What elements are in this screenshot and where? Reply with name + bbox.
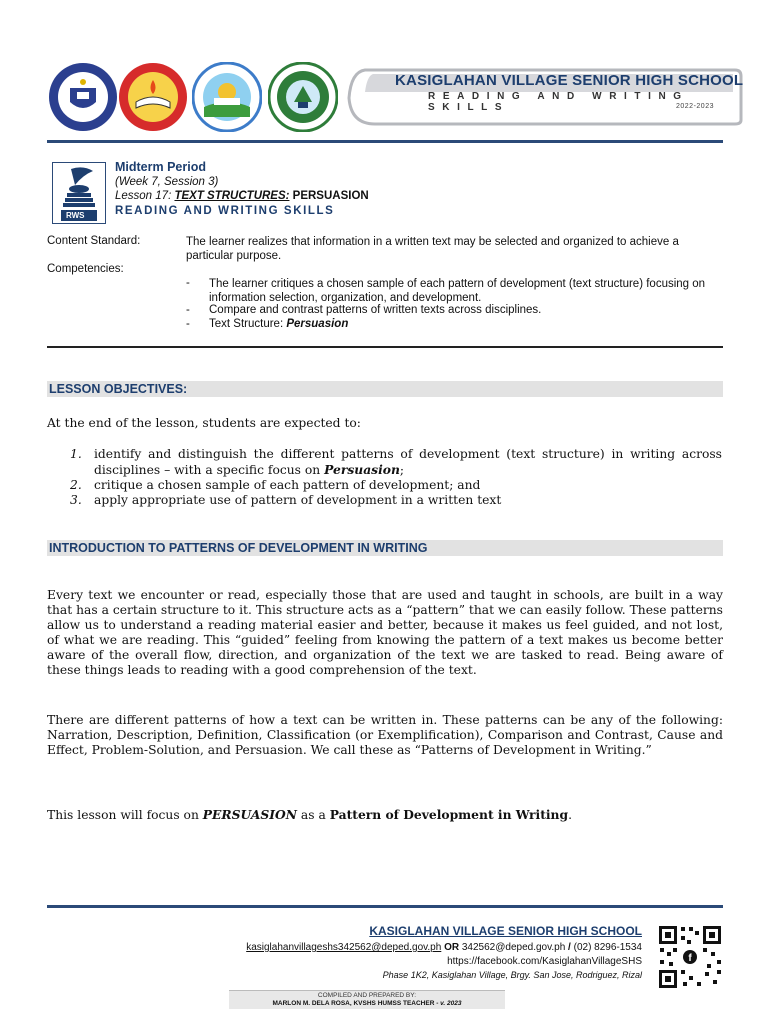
lesson-focus-line (47, 807, 572, 823)
lesson-number: Lesson 17: (115, 190, 175, 202)
competency-text: Text Structure: (209, 318, 287, 330)
focus-tail: Pattern of Development in Writing (329, 807, 569, 822)
competency-dash: - (186, 277, 190, 289)
intro-heading: INTRODUCTION TO PATTERNS OF DEVELOPMENT IN WRITING (49, 541, 428, 555)
intro-paragraph-2: There are different patterns of how a text can be written in. These patterns can be any of the following: Narration, Description, Definition, Classification (or Exemplification), Comparison and Contrast, Cause and Effect, Problem-Solution, and Persuasion. We call these as “Patterns of Development in Writing.” (47, 713, 723, 757)
competency-dash: - (186, 318, 190, 330)
rizal-division-icon (192, 62, 262, 132)
facebook-link[interactable]: https://facebook.com/KasiglahanVillageSHS (447, 956, 642, 967)
objective-item (94, 447, 722, 478)
objective-item: critique a chosen sample of each pattern of development; and (94, 478, 481, 492)
intro-heading-bar (47, 540, 723, 556)
competency-dash: - (186, 304, 190, 316)
footer-slash: / (565, 942, 574, 953)
standards-rule (47, 346, 723, 348)
objective-text: identify and distinguish the different patterns of development (text structure) in writing across disciplines – with a specific focus on (94, 447, 722, 477)
competency-item: The learner critiques a chosen sample of each pattern of development (text structure) focusing on information selection, organization, and development. (209, 278, 706, 304)
kvshs-logo-icon (268, 62, 338, 132)
header-rule (47, 140, 723, 143)
objective-number: 2. (70, 478, 82, 492)
qr-code-icon[interactable] (657, 924, 723, 990)
objective-number: 1. (70, 447, 82, 461)
deped-seal-icon (48, 62, 118, 132)
objective-tail: ; (399, 463, 405, 477)
intro-paragraph-1: Every text we encounter or read, especially those that are used and taught in schools, are built in a way that has a certain structure to it. This structure acts as a “pattern” that we can easily follow. These patterns allow us to understand a reading material easier and better, because it makes us feel guided, and not lost, of what we are reading. This “guided” feeling from knowing the pattern of a text makes us become better aware of the overall flow, direction, and organization of the text we are tasked to read. Being aware of these things leads to reading with a good comprehension of the text. (47, 588, 723, 677)
footer-rule (47, 905, 723, 908)
period-label: Midterm Period (115, 160, 206, 174)
footer-address: Phase 1K2, Kasiglahan Village, Brgy. San Jose, Rodriguez, Rizal (382, 970, 642, 980)
objectives-heading: LESSON OBJECTIVES: (49, 382, 188, 396)
deped-calabarzon-icon (118, 62, 188, 132)
subject-banner: READING AND WRITING SKILLS (428, 91, 689, 113)
deped-email[interactable]: 342562@deped.gov.ph (461, 942, 566, 953)
compiler-name: MARLON M. DELA ROSA, KVSHS HUMSS TEACHER - (272, 1000, 441, 1007)
objectives-heading-bar (47, 381, 723, 397)
svg-text:f: f (688, 953, 692, 964)
compiled-version: v. 2023 (440, 1000, 462, 1007)
competency-item (209, 318, 722, 330)
focus-prefix: This lesson will focus on (47, 808, 203, 822)
rws-badge (52, 162, 106, 224)
objectives-intro: At the end of the lesson, students are expected to: (47, 416, 361, 430)
footer-school-name: KASIGLAHAN VILLAGE SENIOR HIGH SCHOOL (369, 924, 642, 938)
competency-item: Compare and contrast patterns of written texts across disciplines. (209, 304, 542, 316)
compiled-by-box (229, 990, 505, 1009)
compiled-label: COMPILED AND PREPARED BY: (317, 992, 417, 999)
lesson-title (115, 190, 369, 202)
lesson-focus: PERSUASION (289, 190, 369, 202)
competencies-label: Competencies: (47, 263, 124, 275)
footer-phone: (02) 8296-1534 (573, 942, 642, 953)
footer-or: OR (441, 942, 462, 953)
content-standard-label: Content Standard: (47, 235, 141, 247)
school-name: KASIGLAHAN VILLAGE SENIOR HIGH SCHOOL (395, 72, 744, 89)
lesson-subject: READING AND WRITING SKILLS (115, 205, 335, 217)
objective-item: apply appropriate use of pattern of development in a written text (94, 493, 502, 507)
objective-emphasis: Persuasion (324, 462, 400, 477)
competency-emphasis: Persuasion (286, 318, 349, 330)
lesson-topic: TEXT STRUCTURES: (174, 190, 290, 202)
content-standard-text: The learner realizes that information in a written text may be selected and organized to achieve a particular purpose. (186, 236, 679, 262)
focus-end: . (568, 808, 573, 822)
footer-contact (246, 942, 642, 953)
focus-topic: PERSUASION (202, 807, 297, 822)
week-session: (Week 7, Session 3) (115, 176, 219, 188)
rws-label: RWS (66, 211, 85, 220)
compiled-name (229, 1000, 505, 1007)
focus-mid: as a (297, 808, 330, 822)
objective-number: 3. (70, 493, 82, 507)
school-year: 2022-2023 (676, 103, 714, 110)
school-email-link[interactable]: kasiglahanvillageshs342562@deped.gov.ph (246, 942, 442, 953)
